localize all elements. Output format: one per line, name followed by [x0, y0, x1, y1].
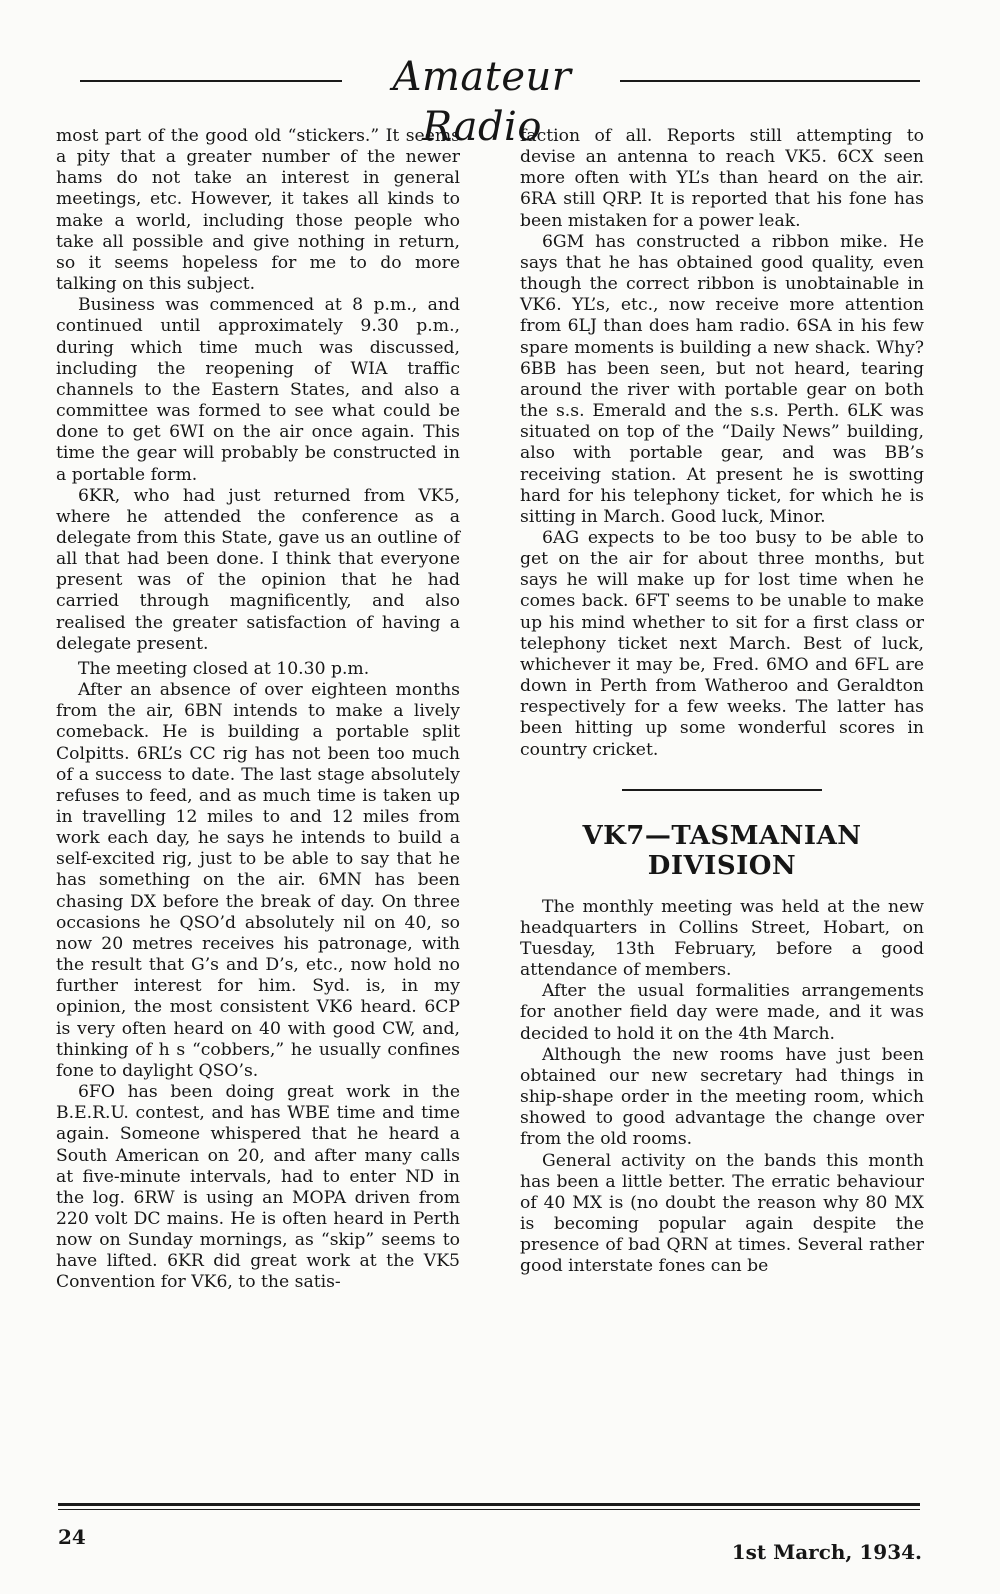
- footer-rule: [58, 1503, 920, 1506]
- paragraph: 6GM has constructed a ribbon mike. He says that he has obtained good quality, even though the correct ribbon is unobtainable in VK6. YL’s, etc., now receive more attention from 6LJ than does ham radio. 6SA in his few spare moments is building a new shack. Why? 6BB has been seen, but not heard, tearing around the river with portable gear on both the s.s. Emerald and the s.s. Perth. 6LK was situated on top of the “Daily News” building, also with portable gear, and was BB’s receiving station. At present he is swotting hard for his telephony ticket, for which he is sitting in March. Good luck, Minor.: [520, 231, 924, 527]
- paragraph: 6FO has been doing great work in the B.E.R.U. contest, and has WBE time and time again. Someone whispered that he heard a South American on 20, and after many calls at five-minute intervals, had to enter ND in the log. 6RW is using an MOPA driven from 220 volt DC mains. He is often heard in Perth now on Sunday mornings, as “skip” seems to have lifted. 6KR did great work at the VK5 Convention for VK6, to the satis-: [56, 1082, 460, 1293]
- paragraph: After an absence of over eighteen months from the air, 6BN intends to make a lively comeback. He is building a portable split Colpitts. 6RL’s CC rig has not been too much of a success to date. The last stage absolutely refuses to feed, and as much time is taken up in travelling 12 miles to and 12 miles from work each day, he says he intends to build a self-excited rig, just to be able to say that he has something on the air. 6MN has been chasing DX before the break of day. On three occasions he QSO’d absolutely nil on 40, so now 20 metres receives his patronage, with the result that G’s and D’s, etc., now hold no further interest for him. Syd. is, in my opinion, the most consistent VK6 heard. 6CP is very often heard on 40 with good CW, and, thinking of h s “cobbers,” he usually confines fone to daylight QSO’s.: [56, 680, 460, 1081]
- paragraph: General activity on the bands this month has been a little better. The erratic behaviour of 40 MX is (no doubt the reason why 80 MX is becoming popular again despite the presence of bad QRN at times. Several rather good interstate fones can be: [520, 1150, 924, 1277]
- paragraph: 6AG expects to be too busy to be able to get on the air for about three months, but says he will make up for lost time when he comes back. 6FT seems to be unable to make up his mind whether to sit for a first class or telephony ticket next March. Best of luck, whichever it may be, Fred. 6MO and 6FL are down in Perth from Watheroo and Geraldton respectively for a few weeks. The latter has been hitting up some wonderful scores in country cricket.: [520, 527, 924, 760]
- left-column: [56, 126, 460, 1294]
- paragraph: After the usual formalities arrangements for another field day were made, and it was decided to hold it on the 4th March.: [520, 981, 924, 1044]
- masthead: [80, 52, 920, 150]
- right-column: [520, 126, 924, 1278]
- paragraph: 6KR, who had just returned from VK5, where he attended the conference as a delegate from this State, gave us an outline of all that had been done. I think that everyone present was of the opinion that he had carried through magnificently, and also realised the greater satisfaction of having a delegate present.: [56, 485, 460, 654]
- section-heading: [520, 821, 924, 881]
- masthead-rule-left: [80, 80, 342, 82]
- section-heading-line: VK7—TASMANIAN: [582, 820, 862, 851]
- publication-title: Amateur Radio: [392, 54, 572, 150]
- section-divider: [622, 789, 822, 791]
- paragraph: The meeting closed at 10.30 p.m.: [78, 658, 370, 679]
- paragraph: Business was commenced at 8 p.m., and continued until approximately 9.30 p.m., during which time much was discussed, including the reopening of WIA traffic channels to the Eastern States, and also a committee was formed to see what could be done to get 6WI on the air once again. This time the gear will probably be constructed in a portable form.: [56, 295, 460, 485]
- issue-date: 1st March, 1934.: [731, 1540, 922, 1564]
- paragraph: Although the new rooms have just been obtained our new secretary had things in ship-shape order in the meeting room, which showed to good advantage the change over from the old rooms.: [520, 1044, 924, 1150]
- paragraph: faction of all. Reports still attempting to devise an antenna to reach VK5. 6CX seen more often with YL’s than heard on the air. 6RA still QRP. It is reported that his fone has been mistaken for a power leak.: [520, 126, 924, 231]
- paragraph: The monthly meeting was held at the new headquarters in Collins Street, Hobart, on Tuesday, 13th February, before a good attendance of members.: [520, 896, 924, 981]
- page-number: 24: [58, 1525, 86, 1549]
- section-heading-line: DIVISION: [647, 850, 797, 881]
- paragraph: most part of the good old “stickers.” It seems a pity that a greater number of the newer hams do not take an interest in general meetings, etc. However, it takes all kinds to make a world, including those people who take all possible and give nothing in return, so it seems hopeless for me to do more talking on this subject.: [56, 126, 460, 295]
- masthead-rule-right: [620, 80, 920, 82]
- footer-rule-thin: [58, 1509, 920, 1510]
